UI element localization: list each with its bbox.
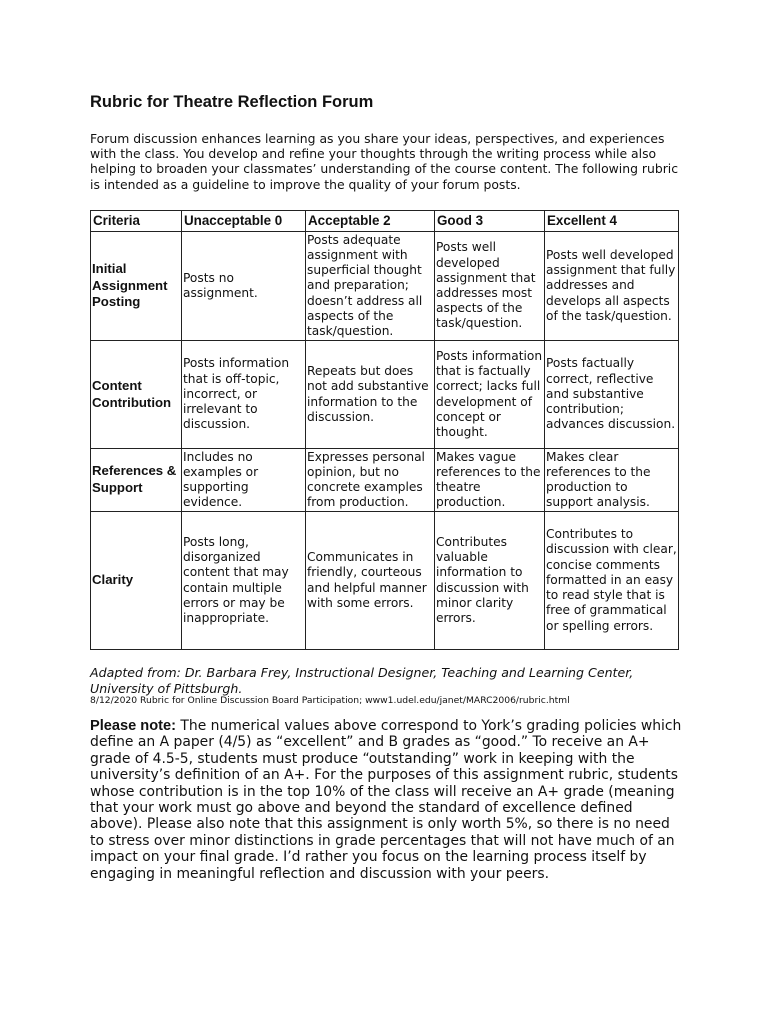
header-criteria: Criteria xyxy=(91,211,182,232)
excellent-cell: Makes clear references to the production to support analysis. xyxy=(545,449,679,512)
excellent-cell: Contributes to discussion with clear, concise comments formatted in an easy to read style that is free of grammatical or spelling errors. xyxy=(545,512,679,650)
page-title: Rubric for Theatre Reflection Forum xyxy=(90,93,374,111)
table-row xyxy=(91,341,679,449)
excellent-cell: Posts factually correct, reflective and substantive contribution; advances discussion. xyxy=(545,341,679,449)
adapted-credit: Adapted from: Dr. Barbara Frey, Instructional Designer, Teaching and Learning Center, University of Pittsburgh. xyxy=(90,665,634,696)
header-good: Good 3 xyxy=(435,211,545,232)
table-header-row xyxy=(91,211,679,232)
unacceptable-cell: Posts no assignment. xyxy=(182,232,306,341)
good-cell: Posts well developed assignment that addresses most aspects of the task/question. xyxy=(435,232,545,341)
rubric-table xyxy=(90,210,679,650)
criteria-cell: Content Contribution xyxy=(91,341,182,449)
criteria-cell: Initial Assignment Posting xyxy=(91,232,182,341)
acceptable-cell: Repeats but does not add substantive information to the discussion. xyxy=(306,341,435,449)
source-citation: 8/12/2020 Rubric for Online Discussion Board Participation; www1.udel.edu/janet/MARC2006/rubric.html xyxy=(90,695,570,706)
table-row xyxy=(91,449,679,512)
acceptable-cell: Communicates in friendly, courteous and helpful manner with some errors. xyxy=(306,512,435,650)
header-acceptable: Acceptable 2 xyxy=(306,211,435,232)
please-note-paragraph xyxy=(90,718,682,882)
good-cell: Makes vague references to the theatre production. xyxy=(435,449,545,512)
criteria-cell: Clarity xyxy=(91,512,182,650)
unacceptable-cell: Posts information that is off-topic, incorrect, or irrelevant to discussion. xyxy=(182,341,306,449)
good-cell: Posts information that is factually correct; lacks full development of concept or thought. xyxy=(435,341,545,449)
header-unacceptable: Unacceptable 0 xyxy=(182,211,306,232)
acceptable-cell: Posts adequate assignment with superficial thought and preparation; doesn’t address all aspects of the task/question. xyxy=(306,232,435,341)
table-row xyxy=(91,512,679,650)
good-cell: Contributes valuable information to discussion with minor clarity errors. xyxy=(435,512,545,650)
unacceptable-cell: Posts long, disorganized content that may contain multiple errors or may be inappropriate. xyxy=(182,512,306,650)
acceptable-cell: Expresses personal opinion, but no concrete examples from production. xyxy=(306,449,435,512)
unacceptable-cell: Includes no examples or supporting evidence. xyxy=(182,449,306,512)
excellent-cell: Posts well developed assignment that fully addresses and develops all aspects of the task/question. xyxy=(545,232,679,341)
criteria-cell: References & Support xyxy=(91,449,182,512)
please-note-text: The numerical values above correspond to York’s grading policies which define an A paper (4/5) as “excellent” and B grades as “good.” To receive an A+ grade of 4.5-5, students must produce “outstanding” work in keeping with the university’s definition of an A+. For the purposes of this assignment rubric, students whose contribution is in the top 10% of the class will receive an A+ grade (meaning that your work must go above and beyond the standard of excellence defined above). Please also note that this assignment is only worth 5%, so there is no need to stress over minor distinctions in grade percentages that will not have much of an impact on your final grade. I’d rather you focus on the learning process itself by engaging in meaningful reflection and discussion with your peers. xyxy=(90,718,682,882)
table-row xyxy=(91,232,679,341)
please-note-label: Please note: xyxy=(90,718,176,734)
header-excellent: Excellent 4 xyxy=(545,211,679,232)
intro-paragraph: Forum discussion enhances learning as you share your ideas, perspectives, and experiences with the class. You develop and refine your thoughts through the writing process while also helping to broaden your classmates’ understanding of the course content. The following rubric is intended as a guideline to improve the quality of your forum posts. xyxy=(90,131,679,192)
